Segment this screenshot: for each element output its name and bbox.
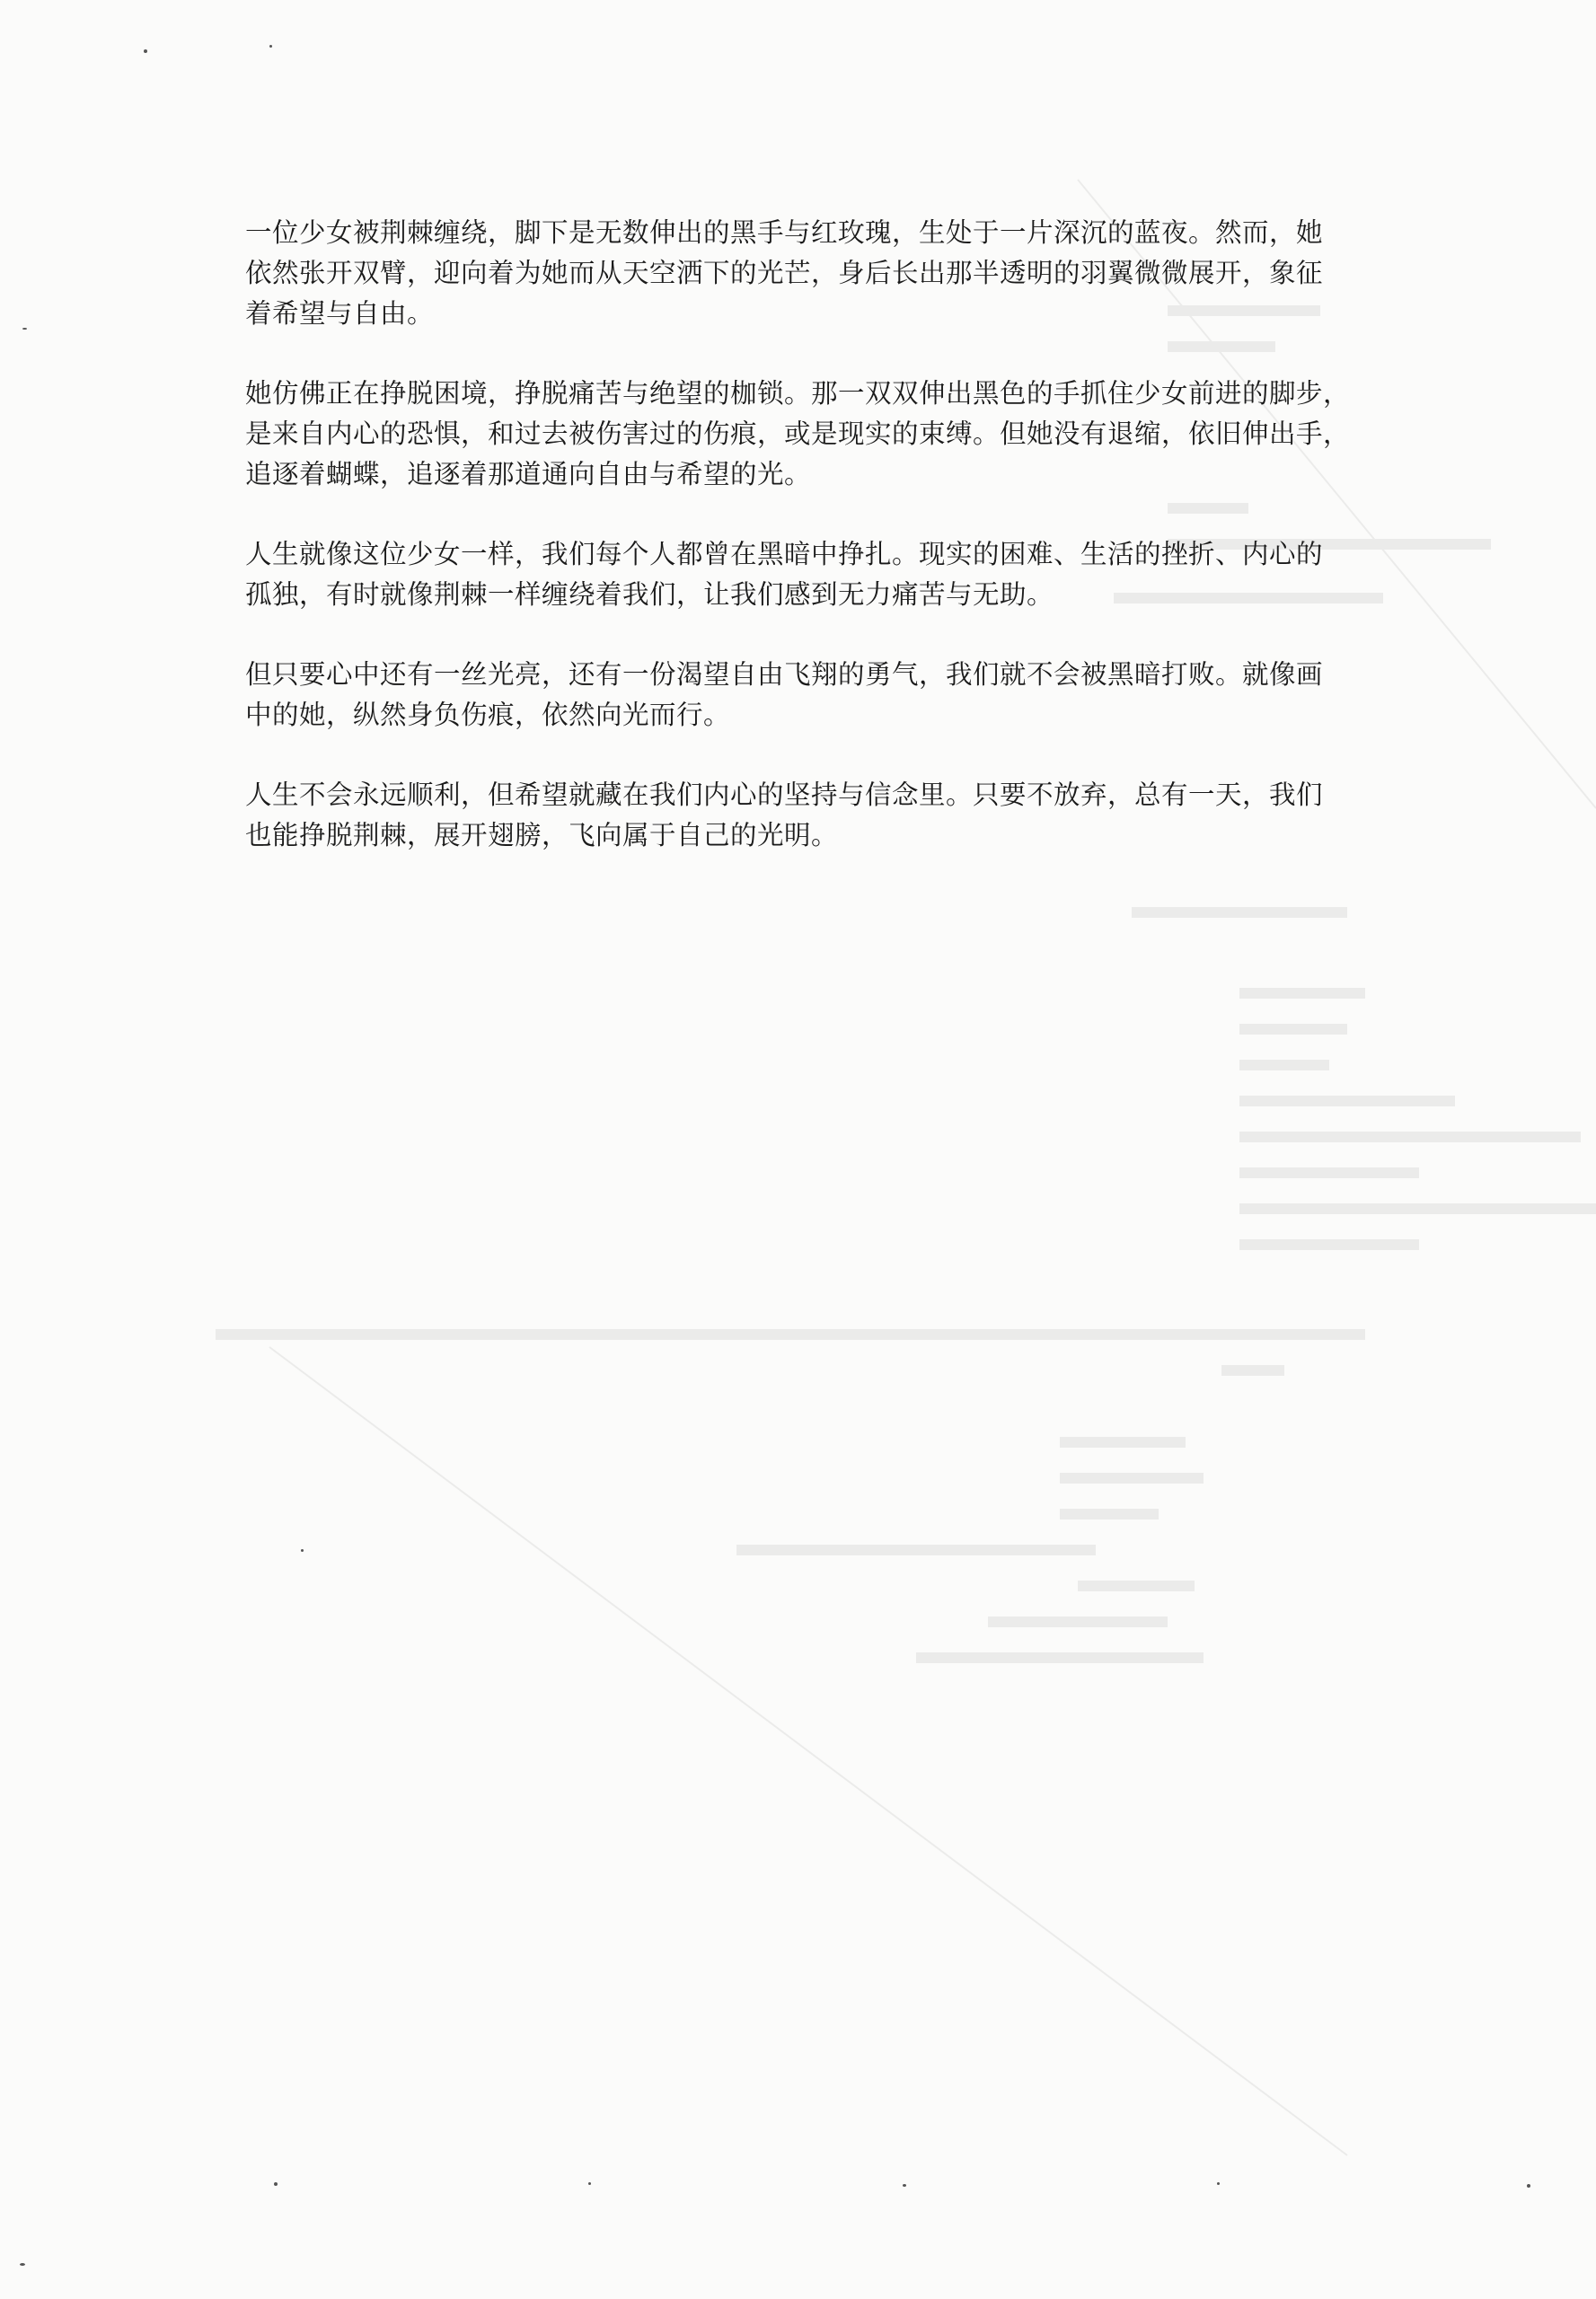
scan-speck bbox=[1527, 2184, 1530, 2188]
scan-speck bbox=[588, 2182, 591, 2185]
scan-speck bbox=[22, 328, 27, 330]
scan-speck bbox=[903, 2184, 906, 2187]
scan-speck bbox=[274, 2182, 278, 2186]
paragraph-2: 她仿佛正在挣脱困境，挣脱痛苦与绝望的枷锁。那一双双伸出黑色的手抓住少女前进的脚步， 是来自内心的恐惧，和过去被伤害过的伤痕，或是现实的束缚。但她没有退缩，依旧伸出手， 追逐着蝴蝶，追逐着那道通向自由与希望的光。 bbox=[245, 378, 1351, 489]
scan-speck bbox=[144, 49, 147, 53]
paragraph-5: 人生不会永远顺利，但希望就藏在我们内心的坚持与信念里。只要不放弃，总有一天，我们 也能挣脱荆棘，展开翅膀，飞向属于自己的光明。 bbox=[245, 780, 1324, 850]
scan-speck bbox=[20, 2263, 25, 2266]
scan-speck bbox=[1217, 2182, 1220, 2185]
paragraph-4: 但只要心中还有一丝光亮，还有一份渴望自由飞翔的勇气，我们就不会被黑暗打败。就像画 中的她，纵然身负伤痕，依然向光而行。 bbox=[245, 659, 1324, 730]
scan-speck bbox=[301, 1549, 304, 1552]
scan-speck bbox=[269, 45, 272, 48]
document-body bbox=[245, 213, 1359, 895]
paragraph-3: 人生就像这位少女一样，我们每个人都曾在黑暗中挣扎。现实的困难、生活的挫折、内心的 孤独，有时就像荆棘一样缠绕着我们，让我们感到无力痛苦与无助。 bbox=[245, 539, 1324, 610]
paragraph-1: 一位少女被荆棘缠绕，脚下是无数伸出的黑手与红玫瑰，生处于一片深沉的蓝夜。然而，她 依然张开双臂，迎向着为她而从天空洒下的光芒，身后长出那半透明的羽翼微微展开，象征 着希望与自由。 bbox=[245, 217, 1324, 329]
